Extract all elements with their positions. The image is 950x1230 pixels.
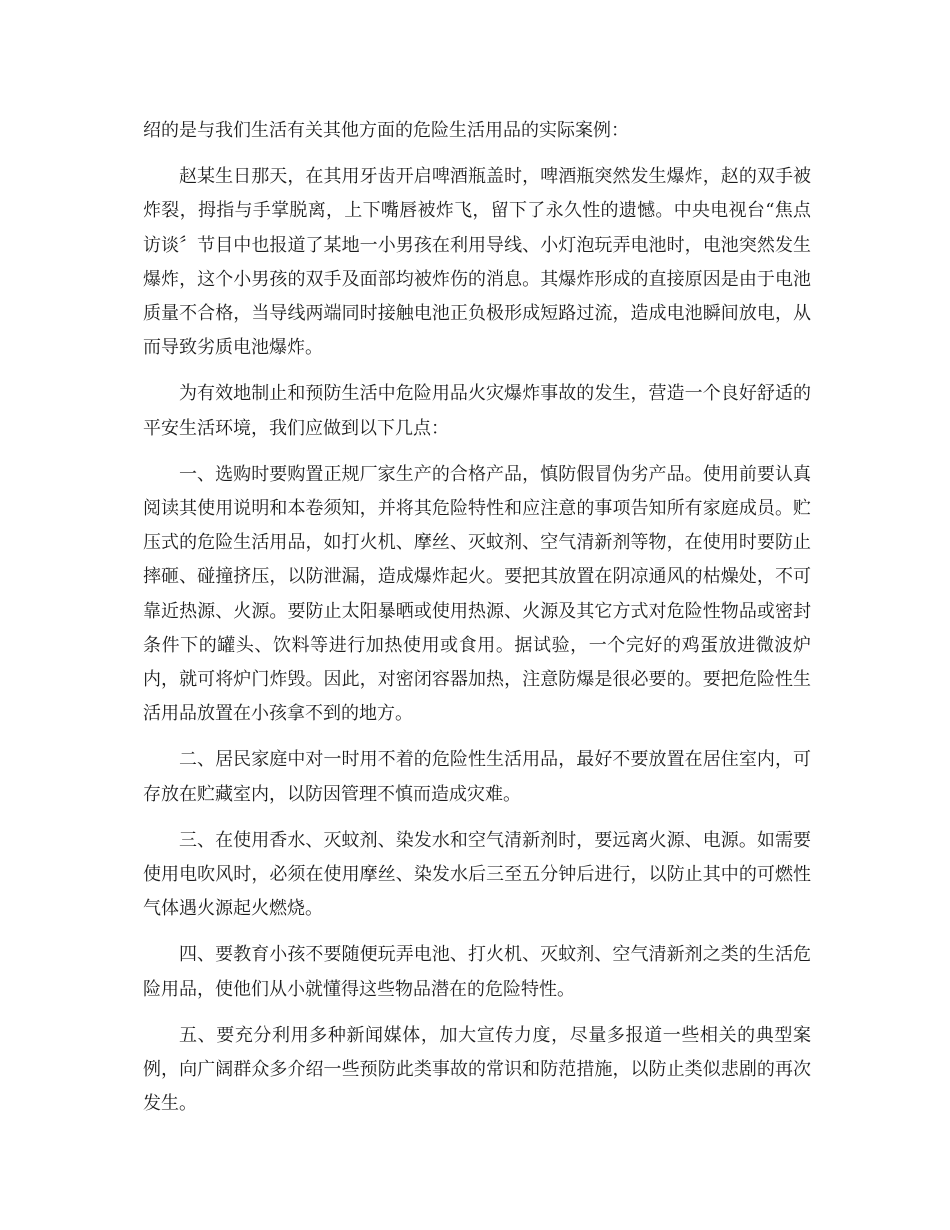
- document-body: [143, 114, 811, 1133]
- paragraph-point-four: 四、要教育小孩不要随便玩弄电池、打火机、灭蚊剂、空气清新剂之类的生活危险用品，使他们从小就懂得这些物品潜在的危险特性。: [143, 944, 811, 1000]
- paragraph-continued-intro: 绍的是与我们生活有关其他方面的危险生活用品的实际案例：: [143, 120, 629, 141]
- paragraph-point-one: 一、选购时要购置正规厂家生产的合格产品，慎防假冒伪劣产品。使用前要认真阅读其使用说明和本卷须知，并将其危险特性和应注意的事项告知所有家庭成员。贮压式的危险生活用品，如打火机、摩丝、灭蚊剂、空气清新剂等物，在使用时要防止摔砸、碰撞挤压，以防泄漏，造成爆炸起火。要把其放置在阴凉通风的枯燥处，不可靠近热源、火源。要防止太阳暴晒或使用热源、火源及其它方式对危险性物品或密封条件下的罐头、饮料等进行加热使用或食用。据试验，一个完好的鸡蛋放进微波炉内，就可将炉门炸毁。因此，对密闭容器加热，注意防爆是很必要的。要把危险性生活用品放置在小孩拿不到的地方。: [143, 463, 811, 725]
- paragraph-case-examples: 赵某生日那天，在其用牙齿开启啤酒瓶盖时，啤酒瓶突然发生爆炸，赵的双手被炸裂，拇指与手掌脱离，上下嘴唇被炸飞，留下了永久性的遗憾。中央电视台“焦点访谈〞节目中也报道了某地一小男孩在利用导线、小灯泡玩弄电池时，电池突然发生爆炸，这个小男孩的双手及面部均被炸伤的消息。其爆炸形成的直接原因是由于电池质量不合格，当导线两端同时接触电池正负极形成短路过流，造成电池瞬间放电，从而导致劣质电池爆炸。: [143, 166, 811, 359]
- paragraph-point-three: 三、在使用香水、灭蚊剂、染发水和空气清新剂时，要远离火源、电源。如需要使用电吹风时，必须在使用摩丝、染发水后三至五分钟后进行，以防止其中的可燃性气体遇火源起火燃烧。: [143, 829, 811, 920]
- paragraph-point-two: 二、居民家庭中对一时用不着的危险性生活用品，最好不要放置在居住室内，可存放在贮藏室内，以防因管理不慎而造成灾难。: [143, 749, 811, 805]
- paragraph-point-five: 五、要充分利用多种新闻媒体，加大宣传力度，尽量多报道一些相关的典型案例，向广阔群众多介绍一些预防此类事故的常识和防范措施，以防止类似悲剧的再次发生。: [143, 1024, 811, 1115]
- paragraph-prevention-intro: 为有效地制止和预防生活中危险用品火灾爆炸事故的发生，营造一个良好舒适的平安生活环境，我们应做到以下几点：: [143, 383, 811, 439]
